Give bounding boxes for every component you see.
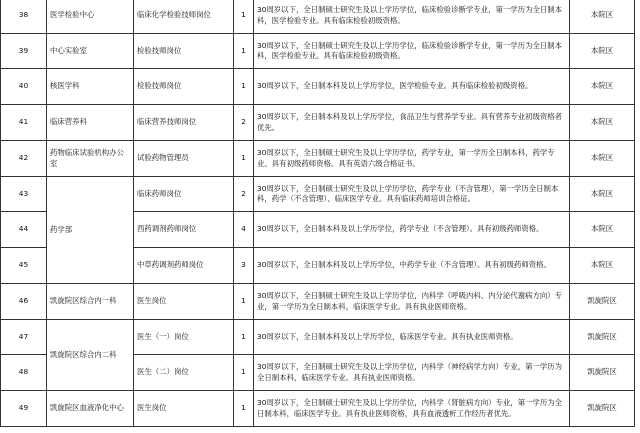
headcount-cell: 1 xyxy=(234,355,254,391)
headcount-cell: 1 xyxy=(234,69,254,105)
headcount-cell: 1 xyxy=(234,34,254,69)
department-cell: 核医学科 xyxy=(47,69,134,105)
position-cell: 检验技师岗位 xyxy=(134,34,234,69)
row-number: 46 xyxy=(1,284,47,320)
department-cell: 凯旋院区血液净化中心 xyxy=(47,391,134,427)
headcount-cell: 1 xyxy=(234,141,254,177)
table-row xyxy=(1,391,635,427)
campus-cell: 本院区 xyxy=(570,69,635,105)
requirements-cell: 30周岁以下，全日制本科及以上学历学位，食品卫生与营养学专业。具有营养专业初级资格者优先。 xyxy=(254,105,570,141)
position-cell: 试验药物管理员 xyxy=(134,141,234,177)
department-cell-merged: 药学部 xyxy=(47,177,134,284)
position-cell: 医生岗位 xyxy=(134,391,234,427)
row-number: 48 xyxy=(1,355,47,391)
table-row xyxy=(1,284,635,320)
headcount-cell: 1 xyxy=(234,0,254,34)
position-cell: 临床药师岗位 xyxy=(134,177,234,212)
requirements-cell: 30周岁以下，全日制硕士研究生及以上学历学位，药学专业（不含管理），第一学历全日制本科，药学（不含管理）、临床医学专业。具有临床药师培训合格证。 xyxy=(254,177,570,212)
department-cell: 凯旋院区综合内一科 xyxy=(47,284,134,320)
campus-cell: 本院区 xyxy=(570,0,635,34)
table-row xyxy=(1,141,635,177)
campus-cell: 本院区 xyxy=(570,105,635,141)
position-cell: 中草药调剂药师岗位 xyxy=(134,248,234,284)
requirements-cell: 30周岁以下，全日制本科及以上学历学位，医学检验专业。具有临床检验初级资格。 xyxy=(254,69,570,105)
headcount-cell: 3 xyxy=(234,248,254,284)
headcount-cell: 2 xyxy=(234,105,254,141)
requirements-cell: 30周岁以下，全日制硕士研究生及以上学历学位，内科学（呼吸内科、内分泌代谢病方向）专业，第一学历为全日制本科，临床医学专业。具有执业医师资格。 xyxy=(254,284,570,320)
position-cell: 医生（一）岗位 xyxy=(134,320,234,355)
requirements-cell: 30周岁以下，全日制硕士研究生及以上学历学位，临床检验诊断学专业，第一学历为全日制本科，医学检验专业。具有临床检验初级资格。 xyxy=(254,34,570,69)
requirements-cell: 30周岁以下，全日制本科及以上学历学位，药学专业（不含管理）。具有初级药师资格。 xyxy=(254,212,570,248)
row-number: 38 xyxy=(1,0,47,34)
requirements-cell: 30周岁以下，全日制硕士研究生及以上学历学位，内科学（肾脏病方向）专业，第一学历为全日制本科，临床医学专业。具有执业医师资格，具有血液透析工作经历者优先。 xyxy=(254,391,570,427)
requirements-cell: 30周岁以下，全日制硕士研究生及以上学历学位，内科学（神经病学方向）专业，第一学历为全日制本科，临床医学专业。具有执业医师资格。 xyxy=(254,355,570,391)
row-number: 43 xyxy=(1,177,47,212)
requirements-cell: 30周岁以下，全日制硕士研究生及以上学历学位，药学专业，第一学历全日制本科，药学专业。具有初级药师资格。具有英语六级合格证书。 xyxy=(254,141,570,177)
campus-cell: 凯旋院区 xyxy=(570,320,635,355)
campus-cell: 本院区 xyxy=(570,141,635,177)
table-row xyxy=(1,0,635,34)
headcount-cell: 1 xyxy=(234,284,254,320)
table-row xyxy=(1,177,635,212)
position-cell: 医生岗位 xyxy=(134,284,234,320)
row-number: 47 xyxy=(1,320,47,355)
row-number: 49 xyxy=(1,391,47,427)
campus-cell: 本院区 xyxy=(570,177,635,212)
requirements-cell: 30周岁以下，全日制本科及以上学历学位，中药学专业（不含管理）。具有初级药师资格。 xyxy=(254,248,570,284)
campus-cell: 本院区 xyxy=(570,34,635,69)
department-cell: 临床营养科 xyxy=(47,105,134,141)
row-number: 39 xyxy=(1,34,47,69)
campus-cell: 凯旋院区 xyxy=(570,391,635,427)
campus-cell: 本院区 xyxy=(570,212,635,248)
headcount-cell: 4 xyxy=(234,212,254,248)
row-number: 42 xyxy=(1,141,47,177)
table-row xyxy=(1,34,635,69)
position-cell: 西药调剂药师岗位 xyxy=(134,212,234,248)
row-number: 41 xyxy=(1,105,47,141)
requirements-cell: 30周岁以下，全日制硕士研究生及以上学历学位，临床检验诊断学专业，第一学历为全日制本科，医学检验专业。具有临床检验初级资格。 xyxy=(254,0,570,34)
campus-cell: 凯旋院区 xyxy=(570,284,635,320)
position-cell: 临床营养技师岗位 xyxy=(134,105,234,141)
position-cell: 临床化学检验技师岗位 xyxy=(134,0,234,34)
headcount-cell: 1 xyxy=(234,391,254,427)
department-cell: 医学检验中心 xyxy=(47,0,134,34)
position-cell: 医生（二）岗位 xyxy=(134,355,234,391)
table-row xyxy=(1,69,635,105)
row-number: 40 xyxy=(1,69,47,105)
headcount-cell: 1 xyxy=(234,320,254,355)
table-row xyxy=(1,105,635,141)
requirements-cell: 30周岁以下，全日制本科及以上学历学位，临床医学专业。具有执业医师资格。 xyxy=(254,320,570,355)
headcount-cell: 2 xyxy=(234,177,254,212)
department-cell: 中心实验室 xyxy=(47,34,134,69)
table-row xyxy=(1,320,635,355)
row-number: 44 xyxy=(1,212,47,248)
campus-cell: 本院区 xyxy=(570,248,635,284)
department-cell: 药物临床试验机构办公室 xyxy=(47,141,134,177)
row-number: 45 xyxy=(1,248,47,284)
campus-cell: 凯旋院区 xyxy=(570,355,635,391)
position-cell: 检验技师岗位 xyxy=(134,69,234,105)
department-cell-merged: 凯旋院区综合内二科 xyxy=(47,320,134,391)
